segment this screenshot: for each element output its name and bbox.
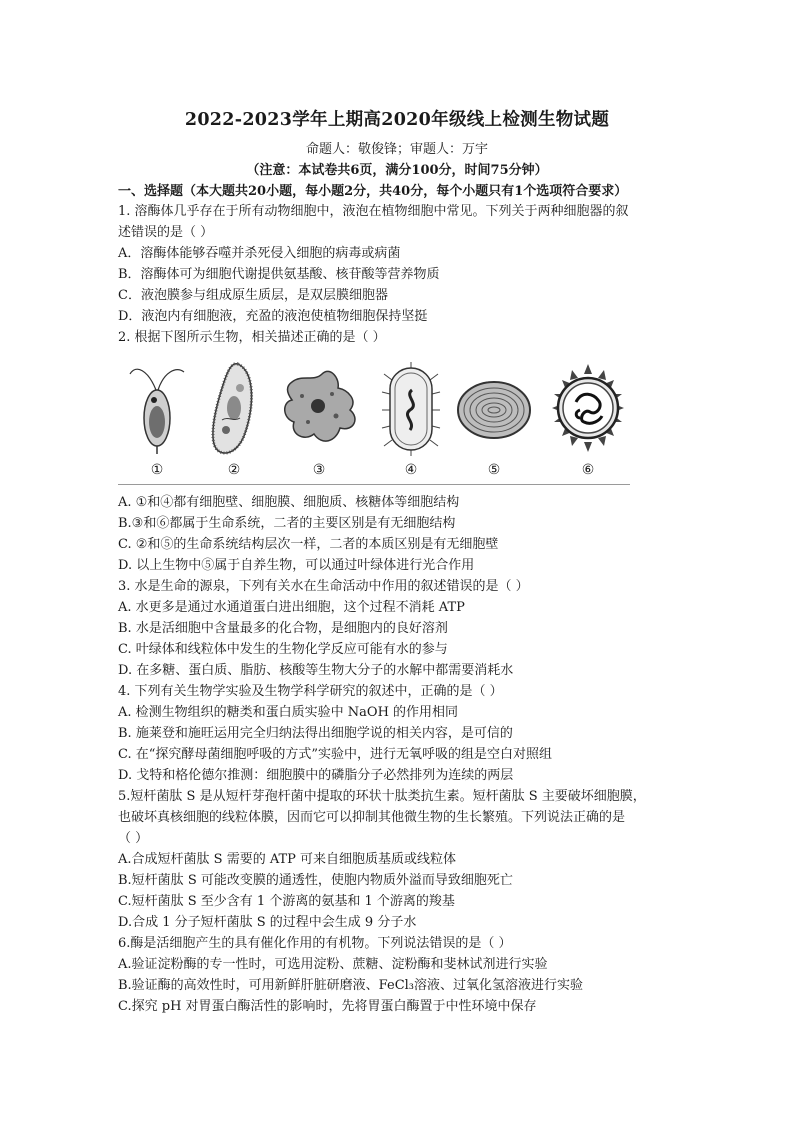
figure-label-2: ② <box>227 462 241 478</box>
q4-option-b: B. 施莱登和施旺运用完全归纳法得出细胞学说的相关内容，是可信的 <box>118 726 513 741</box>
bacterium-illustration <box>380 360 442 456</box>
q5-option-a: A.合成短杆菌肽 S 需要的 ATP 可来自细胞质基质或线粒体 <box>118 852 457 867</box>
euglena-illustration <box>128 360 186 456</box>
q3-option-c: C. 叶绿体和线粒体中发生的生物化学反应可能有水的参与 <box>118 642 448 657</box>
virus-illustration <box>546 360 630 456</box>
q2-option-d: D. 以上生物中⑤属于自养生物，可以通过叶绿体进行光合作用 <box>118 558 475 573</box>
figure-label-4: ④ <box>404 462 418 478</box>
q2-option-b: B.③和⑥都属于生命系统，二者的主要区别是有无细胞结构 <box>118 516 456 531</box>
q1-option-a: A．溶酶体能够吞噬并杀死侵入细胞的病毒或病菌 <box>118 246 401 261</box>
page-title: 2022-2023学年上期高2020年级线上检测生物试题 <box>184 110 610 130</box>
q6-option-a: A.验证淀粉酶的专一性时，可选用淀粉、蔗糖、淀粉酶和斐林试剂进行实验 <box>118 957 548 972</box>
q6-stem: 6.酶是活细胞产生的具有催化作用的有机物。下列说法错误的是（ ） <box>118 936 512 951</box>
question-1 <box>118 201 678 348</box>
q4-option-c: C. 在“探究酵母菌细胞呼吸的方式”实验中，进行无氧呼吸的组是空白对照组 <box>118 747 553 762</box>
exam-note: （注意：本试卷共6页，满分100分，时间75分钟） <box>246 163 548 178</box>
q5-option-b: B.短杆菌肽 S 可能改变膜的通透性，使胞内物质外溢而导致细胞死亡 <box>118 873 513 888</box>
q1-option-d: D．液泡内有细胞液，充盈的液泡使植物细胞保持坚挺 <box>118 309 428 324</box>
q1-stem-line1: 1. 溶酶体几乎存在于所有动物细胞中，液泡在植物细胞中常见。下列关于两种细胞器的叙 <box>118 204 629 219</box>
q4-option-a: A. 检测生物组织的糖类和蛋白质实验中 NaOH 的作用相同 <box>118 705 459 720</box>
figure-label-1: ① <box>150 462 164 478</box>
q2-stem: 2. 根据下图所示生物，相关描述正确的是（ ） <box>118 330 386 345</box>
q3-option-d: D. 在多糖、蛋白质、脂肪、核酸等生物大分子的水解中都需要消耗水 <box>118 663 514 678</box>
q5-stem-line3: （ ） <box>118 831 149 846</box>
q3-option-a: A. 水更多是通过水通道蛋白进出细胞，这个过程不消耗 ATP <box>118 600 465 615</box>
cell-colony-illustration <box>454 360 534 456</box>
q2-option-c: C. ②和⑤的生命系统结构层次一样，二者的本质区别是有无细胞壁 <box>118 537 499 552</box>
q3-option-b: B. 水是活细胞中含量最多的化合物，是细胞内的良好溶剂 <box>118 621 448 636</box>
q6-option-c: C.探究 pH 对胃蛋白酶活性的影响时，先将胃蛋白酶置于中性环境中保存 <box>118 999 537 1014</box>
q5-stem-line2: 也破坏真核细胞的线粒体膜，因而它可以抑制其他微生物的生长繁殖。下列说法正确的是 <box>118 810 626 825</box>
author-line: 命题人：敬俊锋；审题人：万宇 <box>305 142 488 157</box>
q3-stem: 3. 水是生命的源泉，下列有关水在生命活动中作用的叙述错误的是（ ） <box>118 579 529 594</box>
q5-option-c: C.短杆菌肽 S 至少含有 1 个游离的氨基和 1 个游离的羧基 <box>118 894 455 909</box>
q2-option-a: A. ①和④都有细胞壁、细胞膜、细胞质、核糖体等细胞结构 <box>118 495 460 510</box>
q4-option-d: D. 戈特和格伦德尔推测：细胞膜中的磷脂分子必然排列为连续的两层 <box>118 768 514 783</box>
figure-label-3: ③ <box>312 462 326 478</box>
paramecium-illustration <box>204 360 264 460</box>
figure-label-6: ⑥ <box>581 462 595 478</box>
q1-option-b: B．溶酶体可为细胞代谢提供氨基酸、核苷酸等营养物质 <box>118 267 440 282</box>
q5-stem-line1: 5.短杆菌肽 S 是从短杆芽孢杆菌中提取的环状十肽类抗生素。短杆菌肽 S 主要破坏细胞膜， <box>118 789 646 804</box>
q1-stem-line2: 述错误的是（ ） <box>118 225 214 240</box>
amoeba-illustration <box>278 360 362 456</box>
q5-option-d: D.合成 1 分子短杆菌肽 S 的过程中会生成 9 分子水 <box>118 915 417 930</box>
organism-figure <box>118 360 630 485</box>
q6-option-b: B.验证酶的高效性时，可用新鲜肝脏研磨液、FeCl₃溶液、过氧化氢溶液进行实验 <box>118 978 584 993</box>
q4-stem: 4. 下列有关生物学实验及生物学科学研究的叙述中，正确的是（ ） <box>118 684 503 699</box>
figure-label-5: ⑤ <box>487 462 501 478</box>
q1-option-c: C．液泡膜参与组成原生质层，是双层膜细胞器 <box>118 288 388 303</box>
section-heading: 一、选择题（本大题共20小题，每小题2分，共40分，每个小题只有1个选项符合要求） <box>118 184 628 199</box>
question-2-options <box>118 492 678 1017</box>
